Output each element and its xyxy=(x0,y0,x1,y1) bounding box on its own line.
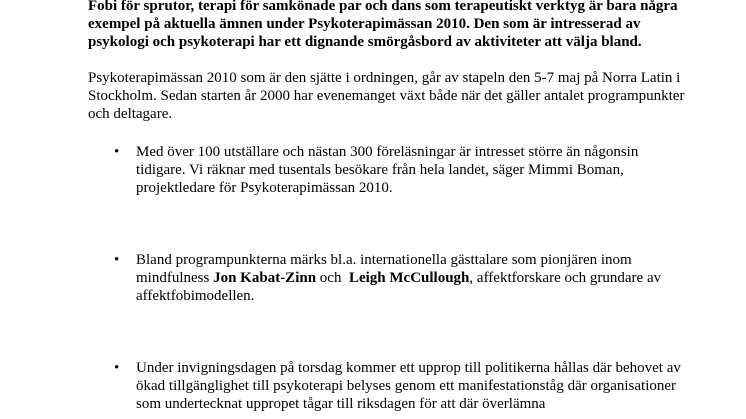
bullet-text-part: Bland programpunkterna märks bl.a. internationella gästtalare som pionjären inom mindfulness xyxy=(136,252,632,286)
lead-paragraph: Fobi för sprutor, terapi för samkönade par och dans som terapeutiskt verktyg är bara några exempel på aktuella ämnen under Psykoterapimässan 2010. Den som är intresserad av psykologi och psykoterapi har ett dignande smörgåsbord av aktiviteter att välja bland. xyxy=(88,0,678,50)
bullet-text-part: och xyxy=(316,270,349,286)
speaker-name: Leigh McCullough xyxy=(348,270,470,286)
bullet-icon: • xyxy=(114,252,120,268)
speaker-name: Jon Kabat-Zinn xyxy=(213,270,317,286)
intro-paragraph: Psykoterapimässan 2010 som är den sjätte i ordningen, går av stapeln den 5-7 maj på Norra Latin i Stockholm. Sedan starten år 2000 har evenemanget växt både när det gäller antalet programpunkter och deltagare. xyxy=(88,70,685,122)
bullet-text xyxy=(136,252,661,304)
bullet-text: Med över 100 utställare och nästan 300 föreläsningar är intresset större än någonsin tidigare. Vi räknar med tusentals besökare från hela landet, säger Mimmi Boman, projektledare för Psykoterapimässan 2010. xyxy=(136,144,639,196)
bullet-icon: • xyxy=(114,144,120,160)
list-item xyxy=(88,143,688,197)
bullet-text: Under invigningsdagen på torsdag kommer ett upprop till politikerna hållas där behovet av ökad tillgänglighet till psykoterapi belyses genom ett manifestationståg där organisationer som undertecknat uppropet tågar till riksdagen för att där överlämna xyxy=(136,360,681,412)
document-page xyxy=(88,0,688,413)
list-item xyxy=(88,359,688,413)
bullet-text-part: , affektforskare och grundare av affektfobimodellen. xyxy=(136,270,662,304)
list-item xyxy=(88,251,688,305)
bullet-list xyxy=(88,143,688,413)
bullet-icon: • xyxy=(114,360,120,376)
